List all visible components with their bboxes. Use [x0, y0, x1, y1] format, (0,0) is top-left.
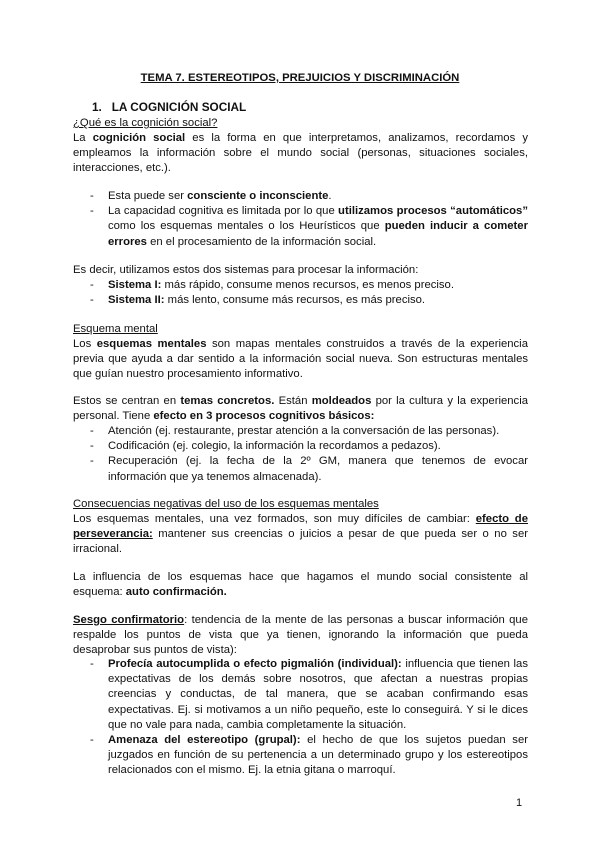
- paragraph-systems-intro: Es decir, utilizamos estos dos sistemas para procesar la información:: [73, 264, 419, 276]
- text-run: es la forma en que interpretamos, analizamos, recordamos y empleamos la información sobre el mundo social (personas, situaciones sociales, interacciones, etc.).: [73, 132, 528, 175]
- paragraph-confirmation-bias: [73, 613, 528, 659]
- bold-term: esquemas mentales: [96, 338, 207, 350]
- list-item: [73, 278, 528, 293]
- bold-term: Sistema II:: [108, 294, 165, 307]
- section-heading: [92, 100, 246, 115]
- text-run: influencia que tienen las expectativas de los demás sobre nosotros, que afectan a nuestras propias creencias y conductas, de tal manera, que se acaban confirmando esas expectativas. Ej. si motivamos a un niño pequeño, este lo conseguirá. Y si le dices que no vale para nada, cambia completamente la situación.: [108, 658, 528, 731]
- bold-term: cognición social: [92, 132, 186, 144]
- subheading-mental-schema: Esquema mental: [73, 323, 158, 335]
- bold-term: Profecía autocumplida o efecto pigmalión (individual):: [108, 658, 402, 670]
- text-run: La: [73, 132, 93, 144]
- text-run: en el procesamiento de la información social.: [146, 235, 377, 248]
- text-run: son mapas mentales construidos a través de la experiencia previa que ayuda a dar sentido a la información social nueva. Son estructuras mentales que guían nuestro procesamiento informativo.: [73, 338, 528, 381]
- bullet-list-cognition: [73, 189, 528, 250]
- list-item: - Atención (ej. restaurante, prestar atención a la conversación de las personas).: [73, 424, 528, 439]
- page-number: 1: [516, 797, 523, 809]
- list-item: - Recuperación (ej. la fecha de la 2º GM, manera que tenemos de evocar información que ya tenemos almacenada).: [73, 454, 528, 484]
- list-item: [73, 733, 528, 779]
- paragraph-self-confirmation: [73, 570, 528, 600]
- text-run: el hecho de que los sujetos puedan ser juzgados en función de su pertenencia a un determinado grupo y los estereotipos relacionados con el mismo. Ej. la etnia gitana o marroquí.: [108, 734, 528, 777]
- text-run: .: [328, 190, 332, 202]
- paragraph-perseverance: [73, 512, 528, 558]
- bold-term: moldeados: [311, 395, 372, 407]
- list-item: [73, 293, 528, 308]
- subheading-negative-consequences: Consecuencias negativas del uso de los esquemas mentales: [73, 498, 379, 510]
- bold-term: utilizamos procesos “automáticos”: [338, 205, 528, 218]
- document-title: TEMA 7. ESTEREOTIPOS, PREJUICIOS Y DISCRIMINACIÓN: [140, 72, 460, 84]
- bold-term: pueden inducir a cometer errores: [108, 220, 528, 248]
- text-run: por la cultura y la experiencia personal. Tiene: [73, 395, 528, 423]
- text-run: más rápido, consume menos recursos, es menos preciso.: [161, 279, 454, 291]
- paragraph-concrete-topics: [73, 394, 528, 424]
- bold-term: Sesgo confirmatorio: [73, 614, 185, 626]
- text-run: Están: [274, 395, 312, 407]
- bold-term: temas concretos.: [180, 395, 275, 407]
- paragraph-definition: [73, 131, 528, 177]
- text-run: Estos se centran en: [73, 395, 181, 407]
- text-run: Esta puede ser: [108, 190, 188, 202]
- text-run: como los esquemas mentales o los Heurísticos que: [108, 220, 385, 233]
- list-item: [73, 657, 528, 733]
- list-item: [73, 204, 528, 250]
- text-run: La influencia de los esquemas hace que hagamos el mundo social consistente al esquema:: [73, 571, 528, 599]
- text-run: Los: [73, 338, 97, 350]
- bullet-list-bias-effects: [73, 657, 528, 779]
- bullet-list-systems: [73, 278, 528, 308]
- text-run: : tendencia de la mente de las personas a buscar información que respalde los puntos de vista que ya tienen, ignorando la información que pueda desaprobar sus puntos de vista):: [73, 614, 528, 657]
- section-title: LA COGNICIÓN SOCIAL: [111, 100, 247, 114]
- bold-term: consciente o inconsciente: [187, 190, 329, 202]
- list-item: [73, 189, 528, 204]
- text-run: más lento, consume más recursos, es más preciso.: [164, 294, 426, 307]
- bullet-list-processes: [73, 424, 528, 485]
- paragraph-schemas: [73, 337, 528, 383]
- subheading-what-is: ¿Qué es la cognición social?: [73, 117, 218, 129]
- bold-term: efecto en 3 procesos cognitivos básicos:: [153, 410, 375, 423]
- section-number: 1.: [92, 100, 102, 114]
- bold-term: Sistema I:: [108, 279, 162, 291]
- bold-term: Amenaza del estereotipo (grupal):: [108, 734, 301, 747]
- list-item: - Codificación (ej. colegio, la información la recordamos a pedazos).: [73, 439, 528, 454]
- bold-term: auto confirmación.: [125, 586, 227, 599]
- text-run: La capacidad cognitiva es limitada por lo que: [108, 205, 339, 218]
- bold-term: efecto de perseverancia:: [73, 513, 528, 541]
- text-run: Los esquemas mentales, una vez formados, son muy difíciles de cambiar:: [73, 513, 476, 525]
- text-run: mantener sus creencias o juicios a pesar de que pueda ser o no ser irracional.: [73, 528, 528, 556]
